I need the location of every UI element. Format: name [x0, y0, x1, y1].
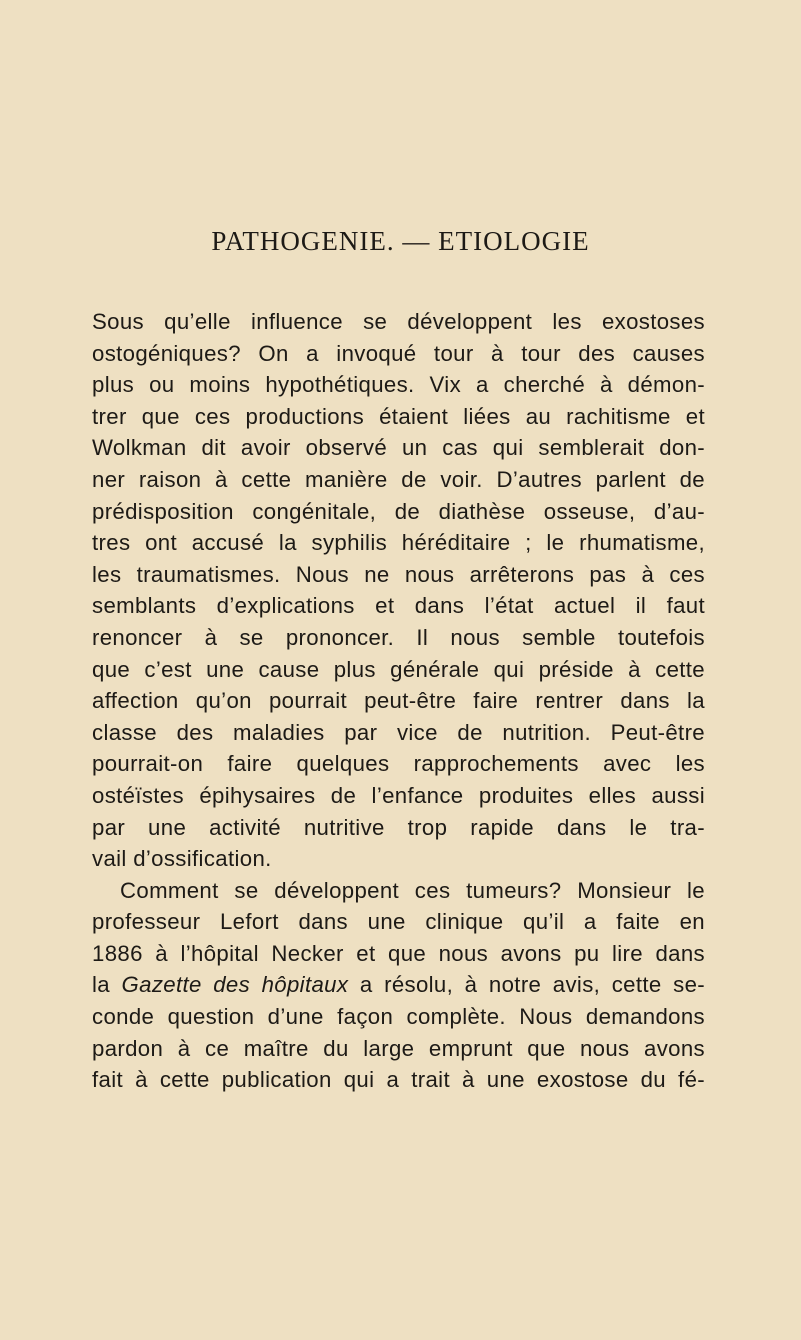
journal-title: Gazette des hôpitaux	[121, 972, 349, 998]
text-line: ostéïstes épihysaires de l’enfance produites elles aussi	[92, 782, 705, 808]
paragraph-2	[92, 875, 705, 1096]
paragraph-1	[92, 306, 705, 875]
body-text	[92, 306, 705, 1096]
text-line: pourrait-on faire quelques rapprochements avec les	[92, 751, 705, 777]
text-line: que c’est une cause plus générale qui préside à cette	[92, 656, 705, 682]
text-line: par une activité nutritive trop rapide dans le tra-	[92, 814, 705, 840]
text-line: 1886 à l’hôpital Necker et que nous avons pu lire dans	[92, 940, 705, 966]
text-line: ner raison à cette manière de voir. D’autres parlent de	[92, 466, 705, 492]
text-line: Wolkman dit avoir observé un cas qui semblerait don-	[92, 435, 705, 461]
text-line: fait à cette publication qui a trait à une exostose du fé-	[92, 1067, 705, 1093]
text-line: vail d’ossification.	[92, 846, 272, 872]
text-line: Comment se développent ces tumeurs? Monsieur le	[120, 877, 705, 903]
text-line: tres ont accusé la syphilis héréditaire ; le rhumatisme,	[92, 530, 705, 556]
page-title: PATHOGENIE. — ETIOLOGIE	[211, 226, 590, 256]
text-line: professeur Lefort dans une clinique qu’il a faite en	[92, 909, 705, 935]
text-line: semblants d’explications et dans l’état actuel il faut	[92, 593, 705, 619]
text-fragment: a résolu, à notre avis, cette se-	[348, 972, 706, 998]
text-line: trer que ces productions étaient liées au rachitisme et	[92, 403, 705, 429]
text-line: ostogéniques? On a invoqué tour à tour des causes	[92, 340, 705, 366]
text-line: les traumatismes. Nous ne nous arrêterons pas à ces	[92, 561, 705, 587]
text-line: classe des maladies par vice de nutrition. Peut-être	[92, 719, 705, 745]
text-line: pardon à ce maître du large emprunt que nous avons	[92, 1035, 705, 1061]
text-line: plus ou moins hypothétiques. Vix a cherché à démon-	[92, 372, 705, 398]
text-line: conde question d’une façon complète. Nous demandons	[92, 1004, 705, 1030]
text-line: Sous qu’elle influence se développent les exostoses	[92, 309, 705, 334]
text-line: renoncer à se prononcer. Il nous semble toutefois	[92, 624, 705, 650]
text-line	[92, 969, 705, 1001]
text-fragment: la	[92, 972, 122, 998]
text-line: prédisposition congénitale, de diathèse osseuse, d’au-	[92, 498, 705, 524]
text-line: affection qu’on pourrait peut-être faire rentrer dans la	[92, 688, 705, 714]
